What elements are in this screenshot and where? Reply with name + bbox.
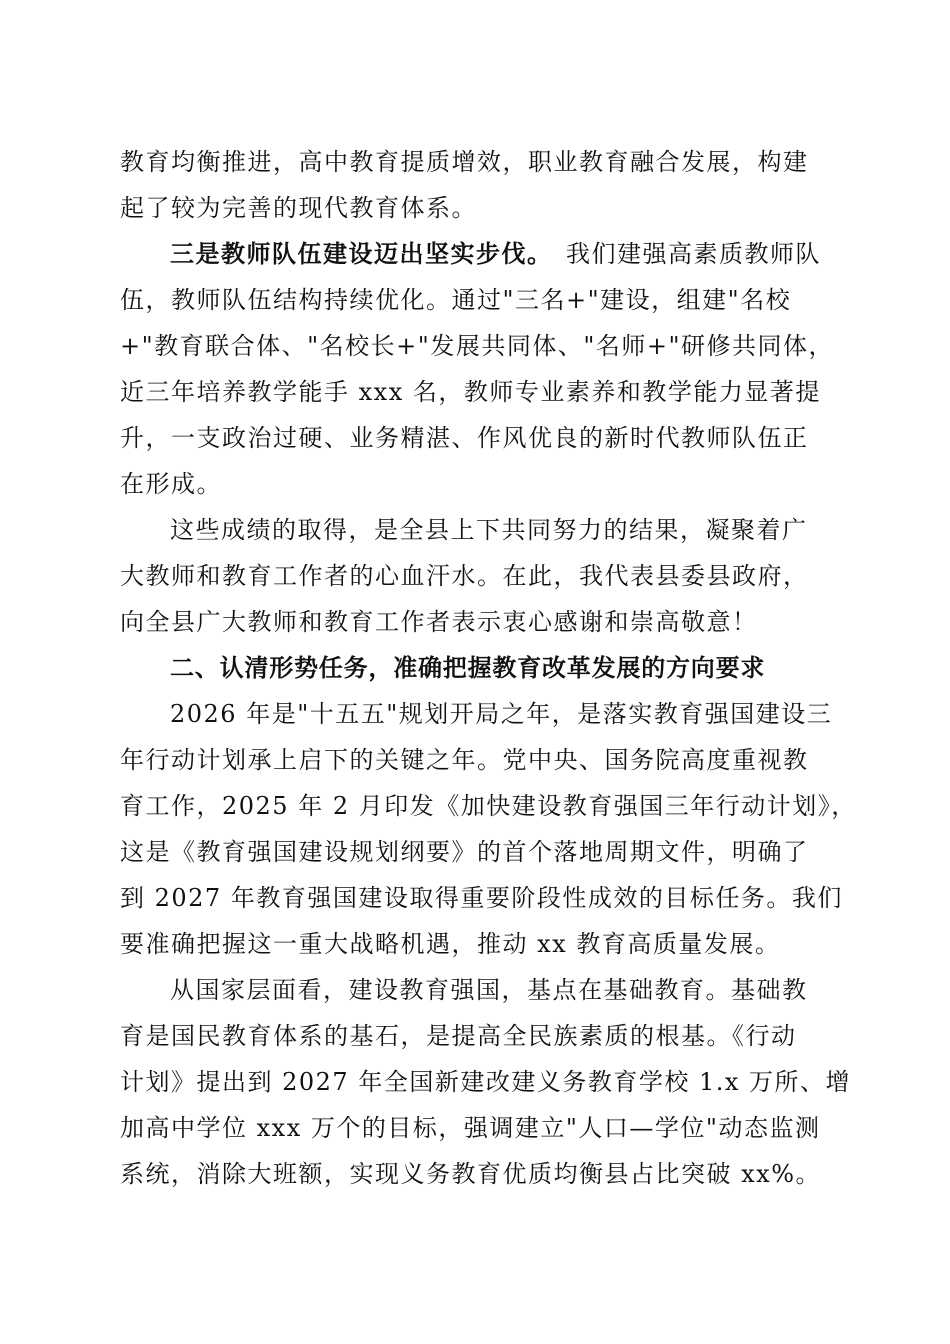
text-line: 升，一支政治过硬、业务精湛、作风优良的新时代教师队伍正 bbox=[120, 424, 809, 452]
text-line: 在形成。 bbox=[120, 470, 222, 498]
text-line: 到 2027 年教育强国建设取得重要阶段性成效的目标任务。我们 bbox=[120, 884, 843, 912]
text-line: +"教育联合体、"名校长+"发展共同体、"名师+"研修共同体， bbox=[120, 332, 835, 360]
text-line: 2026 年是"十五五"规划开局之年，是落实教育强国建设三 bbox=[170, 700, 833, 728]
text-line: 伍，教师队伍结构持续优化。通过"三名+"建设，组建"名校 bbox=[120, 286, 792, 314]
text-line: 加高中学位 xxx 万个的目标，强调建立"人口—学位"动态监测 bbox=[120, 1114, 821, 1142]
text-line: 育工作，2025 年 2 月印发《加快建设教育强国三年行动计划》， bbox=[120, 792, 857, 820]
text-line: 近三年培养教学能手 xxx 名，教师专业素养和教学能力显著提 bbox=[120, 378, 821, 406]
text-line: 教育均衡推进，高中教育提质增效，职业教育融合发展，构建 bbox=[120, 148, 809, 176]
text-line: 计划》提出到 2027 年全国新建改建义务教育学校 1.x 万所、增 bbox=[120, 1068, 852, 1096]
text-line: 这些成绩的取得，是全县上下共同努力的结果，凝聚着广 bbox=[170, 516, 808, 544]
text-line: 起了较为完善的现代教育体系。 bbox=[120, 194, 477, 222]
text-line: 我们建强高素质教师队 bbox=[566, 240, 821, 268]
text-line: 大教师和教育工作者的心血汗水。在此，我代表县委县政府， bbox=[120, 562, 809, 590]
text-line: 这是《教育强国建设规划纲要》的首个落地周期文件，明确了 bbox=[120, 838, 809, 866]
text-line: 年行动计划承上启下的关键之年。党中央、国务院高度重视教 bbox=[120, 746, 809, 774]
section-heading: 二、认清形势任务，准确把握教育改革发展的方向要求 bbox=[170, 654, 766, 682]
text-line: 向全县广大教师和教育工作者表示衷心感谢和崇高敬意！ bbox=[120, 608, 758, 636]
paragraph-lead-heading: 三是教师队伍建设迈出坚实步伐。 bbox=[170, 239, 553, 268]
text-line: 要准确把握这一重大战略机遇，推动 xx 教育高质量发展。 bbox=[120, 930, 781, 958]
text-line: 系统，消除大班额，实现义务教育优质均衡县占比突破 xx%。 bbox=[120, 1160, 822, 1188]
text-line: 从国家层面看，建设教育强国，基点在基础教育。基础教 bbox=[170, 976, 808, 1004]
text-line: 育是国民教育体系的基石，是提高全民族素质的根基。《行动 bbox=[120, 1022, 797, 1050]
